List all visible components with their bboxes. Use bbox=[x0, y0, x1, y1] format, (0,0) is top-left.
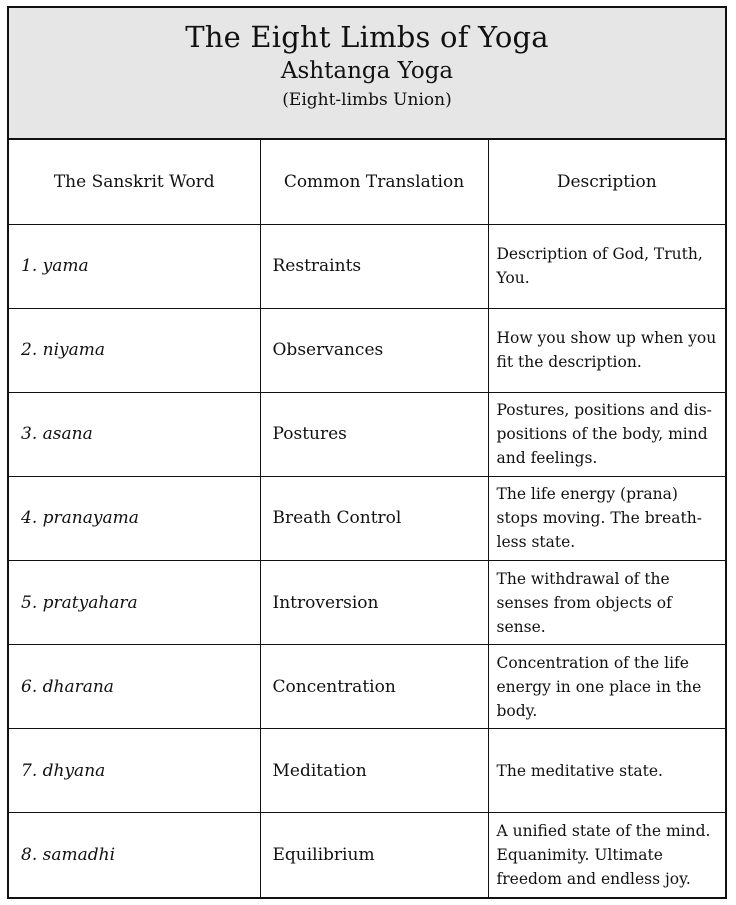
table-row bbox=[9, 392, 725, 476]
translation-cell: Introversion bbox=[260, 561, 488, 645]
description-cell: The withdrawal of the senses from objects of sense. bbox=[488, 561, 725, 645]
translation-cell: Equilibrium bbox=[260, 813, 488, 897]
sanskrit-cell: 4. pranayama bbox=[9, 476, 260, 560]
translation-cell: Observances bbox=[260, 308, 488, 392]
sanskrit-cell: 1. yama bbox=[9, 224, 260, 308]
column-header-description: Description bbox=[488, 140, 725, 224]
translation-cell: Meditation bbox=[260, 729, 488, 813]
description-cell: A unified state of the mind. Equanimity. Ultimate freedom and endless joy. bbox=[488, 813, 725, 897]
column-header-sanskrit: The Sanskrit Word bbox=[9, 140, 260, 224]
table-row bbox=[9, 224, 725, 308]
sanskrit-cell: 8. samadhi bbox=[21, 845, 116, 866]
translation-cell: Postures bbox=[260, 392, 488, 476]
table-row bbox=[9, 645, 725, 729]
sanskrit-cell: 7. dhyana bbox=[9, 729, 260, 813]
translation-cell: Breath Control bbox=[260, 476, 488, 560]
description-cell: How you show up when you fit the description. bbox=[488, 308, 725, 392]
table-row bbox=[9, 308, 725, 392]
description-cell: The meditative state. bbox=[488, 729, 725, 813]
description-cell: Postures, positions and dis-positions of the body, mind and feelings. bbox=[488, 392, 725, 476]
sanskrit-cell: 6. dharana bbox=[9, 645, 260, 729]
translation-cell: Concentration bbox=[260, 645, 488, 729]
sanskrit-cell: 5. pratyahara bbox=[9, 561, 260, 645]
table-row bbox=[9, 813, 725, 897]
page-subsubtitle: (Eight-limbs Union) bbox=[282, 90, 452, 110]
description-cell: The life energy (prana) stops moving. The breath-less state. bbox=[488, 476, 725, 560]
sanskrit-cell: 2. niyama bbox=[9, 308, 260, 392]
page-subtitle: Ashtanga Yoga bbox=[280, 58, 454, 84]
document-frame bbox=[7, 6, 727, 899]
description-cell: Concentration of the life energy in one place in the body. bbox=[488, 645, 725, 729]
column-header-translation: Common Translation bbox=[260, 140, 488, 224]
table-row bbox=[9, 729, 725, 813]
table-row bbox=[9, 476, 725, 560]
table-row bbox=[9, 561, 725, 645]
title-block bbox=[9, 8, 725, 140]
description-cell: Description of God, Truth, You. bbox=[488, 224, 725, 308]
translation-cell: Restraints bbox=[260, 224, 488, 308]
table-header-row bbox=[9, 140, 725, 224]
page-title: The Eight Limbs of Yoga bbox=[185, 20, 549, 54]
limbs-table bbox=[9, 140, 725, 897]
sanskrit-cell: 3. asana bbox=[9, 392, 260, 476]
